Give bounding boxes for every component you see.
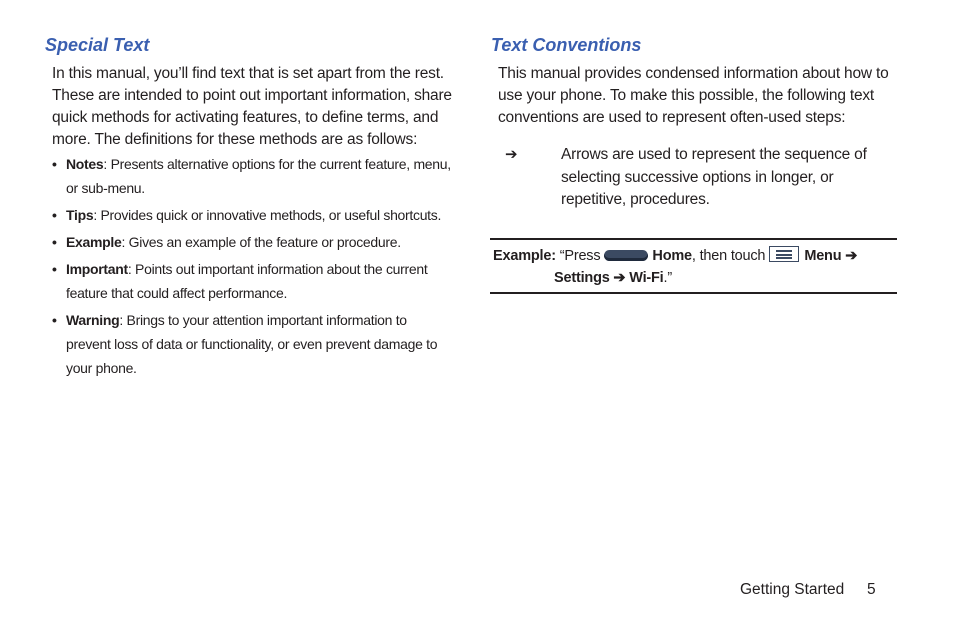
definition-tips: : Provides quick or innovative methods, or useful shortcuts. bbox=[93, 207, 442, 223]
text-conventions-heading: Text Conventions bbox=[491, 35, 642, 55]
example-settings-path: Settings ➔ Wi-Fi bbox=[554, 270, 664, 286]
arrow-convention-text: Arrows are used to represent the sequence of selecting successive options in longer, or repetitive, procedures. bbox=[561, 146, 867, 208]
menu-key-icon bbox=[769, 246, 799, 262]
term-notes: Notes bbox=[66, 156, 104, 172]
arrow-icon: ➔ bbox=[505, 146, 518, 163]
example-label: Example: bbox=[493, 248, 556, 264]
text-conventions-intro: This manual provides condensed information about how to use your phone. To make this possible, the following text conventions are used to represent often-used steps: bbox=[498, 65, 889, 126]
list-item-tips bbox=[52, 203, 452, 227]
definition-notes: : Presents alternative options for the current feature, menu, or sub-menu. bbox=[66, 156, 451, 196]
bullet-icon: • bbox=[52, 234, 57, 250]
bullet-icon: • bbox=[52, 312, 57, 328]
example-press-text: “Press bbox=[559, 248, 601, 264]
special-text-heading: Special Text bbox=[45, 35, 150, 55]
example-menu: Menu ➔ bbox=[804, 248, 858, 264]
list-item-notes bbox=[52, 152, 452, 200]
example-line-1 bbox=[493, 246, 857, 266]
footer-section-title: Getting Started bbox=[740, 581, 845, 598]
example-end: .” bbox=[663, 270, 672, 286]
bullet-icon: • bbox=[52, 156, 57, 172]
definition-important: : Points out important information about the current feature that could affect performance. bbox=[66, 261, 428, 301]
example-then-touch: , then touch bbox=[691, 248, 766, 264]
term-example: Example bbox=[66, 234, 122, 250]
definition-warning: : Brings to your attention important information to prevent loss of data or functionality, or even prevent damage to your phone. bbox=[66, 312, 438, 376]
special-text-intro: In this manual, you’ll find text that is set apart from the rest. These are intended to point out important information, share quick methods for activating features, to define terms, and more. The definitions for these methods are as follows: bbox=[52, 65, 452, 148]
list-item-important bbox=[52, 257, 452, 305]
bullet-icon: • bbox=[52, 207, 57, 223]
term-important: Important bbox=[66, 261, 128, 277]
bullet-icon: • bbox=[52, 261, 57, 277]
term-tips: Tips bbox=[66, 207, 94, 223]
example-box bbox=[490, 238, 897, 294]
list-item-warning bbox=[52, 308, 452, 380]
list-item-example bbox=[52, 230, 452, 254]
definition-example: : Gives an example of the feature or procedure. bbox=[121, 234, 401, 250]
home-key-icon bbox=[604, 250, 648, 261]
example-line-2 bbox=[554, 268, 672, 288]
definition-list bbox=[52, 152, 452, 383]
example-home: Home bbox=[652, 248, 692, 264]
term-warning: Warning bbox=[66, 312, 120, 328]
page-number: 5 bbox=[867, 581, 876, 598]
